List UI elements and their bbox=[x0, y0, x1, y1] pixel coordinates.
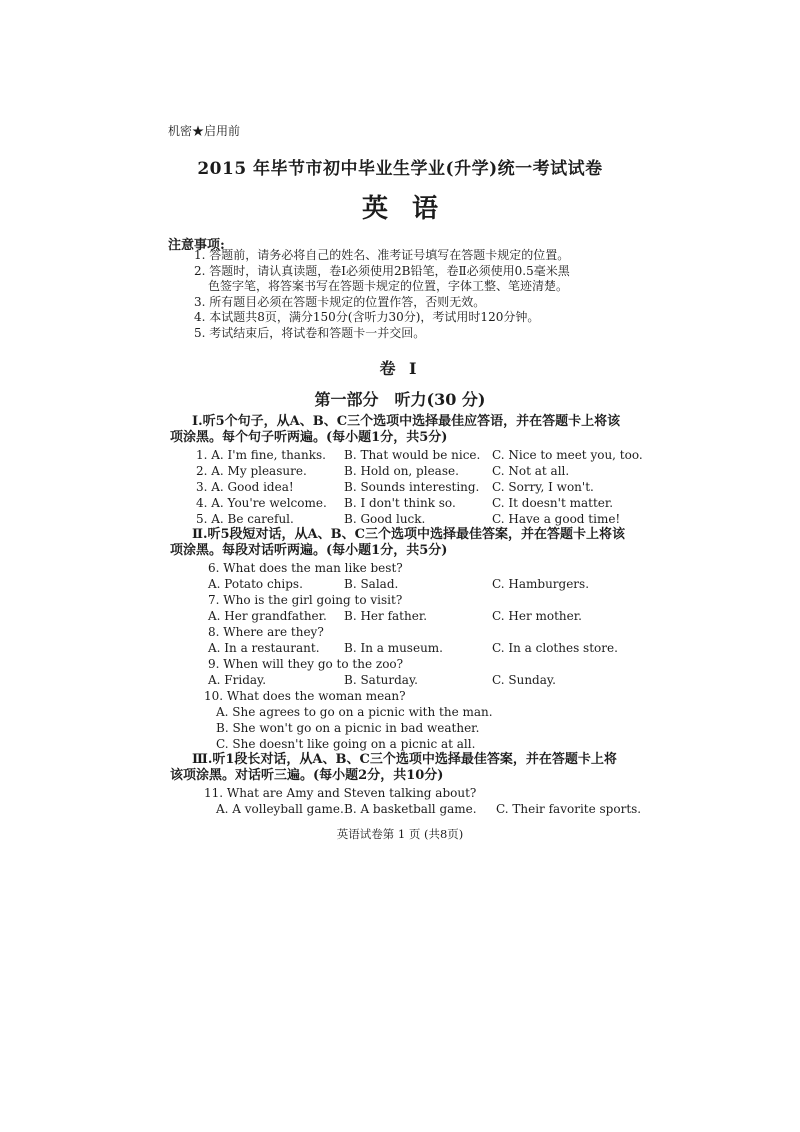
question-row: 2. A. My pleasure. B. Hold on, please. C. Not at all. bbox=[196, 464, 570, 478]
question-text: 7. Who is the girl going to visit? bbox=[208, 593, 403, 607]
question-text: 9. When will they go to the zoo? bbox=[208, 657, 404, 671]
question-row: 1. A. I'm fine, thanks. B. That would be nice. C. Nice to meet you, too. bbox=[196, 448, 643, 462]
subject-title: 英语 bbox=[361, 194, 462, 224]
section2-instructions: Ⅱ.听5段短对话，从A、B、C三个选项中选择最佳答案，并在答题卡上将该 项涂黑。每段对话听两遍。(每小题1分，共5分) bbox=[170, 527, 625, 558]
section1-instructions: Ⅰ.听5个句子，从A、B、C三个选项中选择最佳应答语，并在答题卡上将该 项涂黑。每个句子听两遍。(每小题1分，共5分) bbox=[170, 414, 621, 445]
page-footer: 英语试卷第 1 页 (共8页) bbox=[336, 827, 464, 841]
options-row: A. A volleyball game. B. A basketball game. C. Their favorite sports. bbox=[216, 802, 642, 816]
options-row: A. Potato chips. B. Salad. C. Hamburgers. bbox=[208, 577, 590, 591]
listening-section bbox=[170, 414, 643, 817]
question-row: 3. A. Good idea! B. Sounds interesting. C. Sorry, I won't. bbox=[196, 480, 594, 494]
note-item: 1. 答题前，请务必将自己的姓名、准考证号填写在答题卡规定的位置。 bbox=[194, 248, 570, 262]
section3-instructions: Ⅲ.听1段长对话，从A、B、C三个选项中选择最佳答案，并在答题卡上将 该项涂黑。对话听三遍。(每小题2分，共10分) bbox=[170, 752, 617, 783]
question-text: 11. What are Amy and Steven talking about? bbox=[204, 786, 477, 800]
options-row: A. Friday. B. Saturday. C. Sunday. bbox=[208, 673, 556, 687]
notes-heading: 注意事项: bbox=[168, 238, 225, 253]
question-text: 6. What does the man like best? bbox=[208, 561, 403, 575]
note-item: 3. 所有题目必须在答题卡规定的位置作答，否则无效。 bbox=[194, 294, 486, 309]
confidential-label: 机密★启用前 bbox=[168, 124, 241, 138]
option-line: C. She doesn't like going on a picnic at all. bbox=[216, 737, 476, 751]
question-text: 10. What does the woman mean? bbox=[204, 689, 406, 703]
options-row: A. In a restaurant. B. In a museum. C. In a clothes store. bbox=[208, 641, 618, 655]
options-row: A. Her grandfather. B. Her father. C. Her mother. bbox=[208, 609, 582, 623]
note-item: 2. 答题时，请认真读题，卷Ⅰ必须使用2B铅笔，卷Ⅱ必须使用0.5毫米黑 bbox=[194, 263, 570, 278]
question-text: 8. Where are they? bbox=[208, 625, 324, 639]
note-item: 4. 本试题共8页，满分150分(含听力30分)，考试用时120分钟。 bbox=[194, 310, 540, 324]
question-row: 4. A. You're welcome. B. I don't think so. C. It doesn't matter. bbox=[196, 496, 614, 510]
note-item: 色签字笔，将答案书写在答题卡规定的位置，字体工整、笔迹清楚。 bbox=[208, 279, 569, 293]
exam-title: 2015 年毕节市初中毕业生学业(升学)统一考试试卷 bbox=[197, 159, 603, 179]
volume-heading: 卷 Ⅰ bbox=[379, 359, 421, 378]
note-item: 5. 考试结束后，将试卷和答题卡一并交回。 bbox=[194, 325, 426, 340]
part-heading: 第一部分 听力(30 分) bbox=[314, 390, 486, 409]
option-line: A. She agrees to go on a picnic with the man. bbox=[216, 705, 493, 719]
question-row: 5. A. Be careful. B. Good luck. C. Have a good time! bbox=[196, 512, 621, 526]
notes-list bbox=[194, 248, 642, 341]
option-line: B. She won't go on a picnic in bad weather. bbox=[216, 721, 480, 735]
